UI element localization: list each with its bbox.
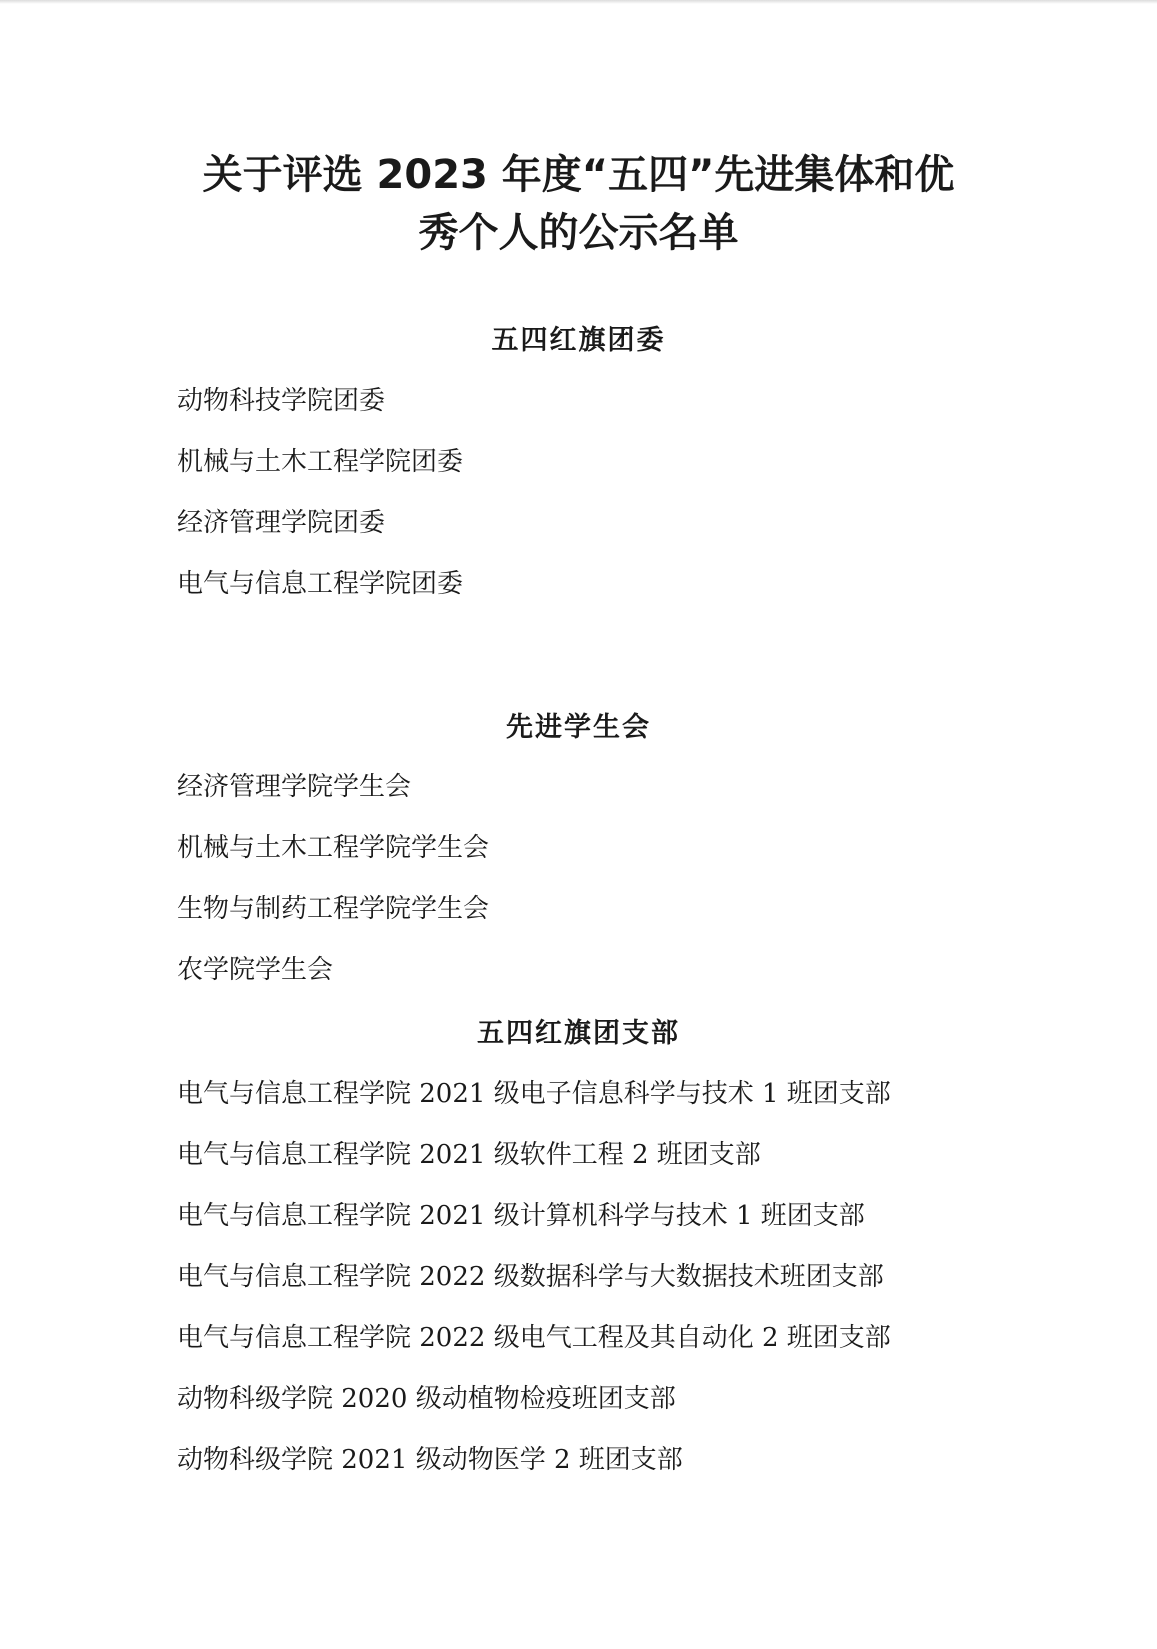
list-item: 动物科级学院 2020 级动植物检疫班团支部 bbox=[177, 1384, 676, 1414]
section-heading-advanced-student-union: 先进学生会 bbox=[506, 712, 651, 743]
list-item: 经济管理学院学生会 bbox=[177, 772, 412, 802]
section-list-red-flag-committee bbox=[177, 383, 1117, 627]
list-item: 电气与信息工程学院 2021 级电子信息科学与技术 1 班团支部 bbox=[177, 1079, 891, 1109]
section-list-red-flag-branch bbox=[177, 1076, 1117, 1503]
document-title bbox=[0, 146, 1157, 262]
list-item: 动物科技学院团委 bbox=[177, 386, 386, 416]
section-list-advanced-student-union bbox=[177, 769, 1117, 1013]
section-heading-red-flag-branch: 五四红旗团支部 bbox=[477, 1018, 680, 1049]
list-item: 机械与土木工程学院团委 bbox=[177, 447, 464, 477]
list-item: 电气与信息工程学院 2022 级电气工程及其自动化 2 班团支部 bbox=[177, 1323, 891, 1353]
list-item: 电气与信息工程学院 2021 级软件工程 2 班团支部 bbox=[177, 1140, 761, 1170]
section-heading-red-flag-committee: 五四红旗团委 bbox=[491, 325, 666, 356]
list-item: 电气与信息工程学院 2021 级计算机科学与技术 1 班团支部 bbox=[177, 1201, 865, 1231]
document-title-line-2: 秀个人的公示名单 bbox=[418, 210, 739, 256]
list-item: 机械与土木工程学院学生会 bbox=[177, 833, 490, 863]
list-item: 电气与信息工程学院团委 bbox=[177, 569, 464, 599]
document-title-line-1: 关于评选 2023 年度“五四”先进集体和优 bbox=[202, 152, 955, 198]
list-item: 动物科级学院 2021 级动物医学 2 班团支部 bbox=[177, 1445, 683, 1475]
list-item: 生物与制药工程学院学生会 bbox=[177, 894, 490, 924]
page-top-edge bbox=[0, 0, 1157, 4]
list-item: 经济管理学院团委 bbox=[177, 508, 386, 538]
list-item: 电气与信息工程学院 2022 级数据科学与大数据技术班团支部 bbox=[177, 1262, 884, 1292]
list-item: 农学院学生会 bbox=[177, 955, 334, 985]
